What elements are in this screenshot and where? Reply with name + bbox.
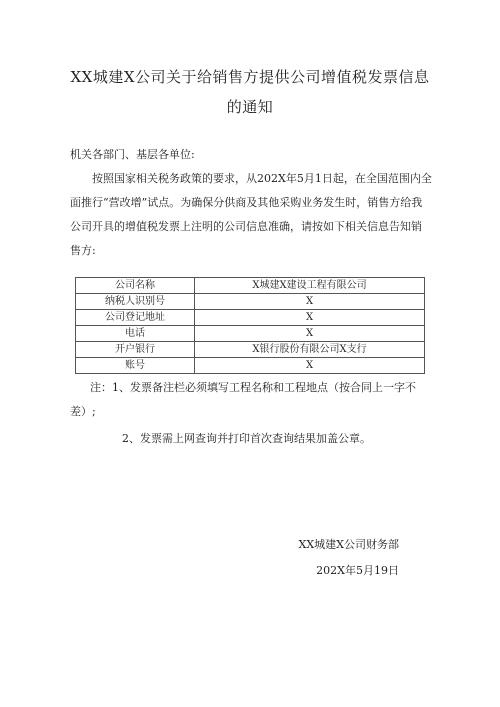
table-row — [76, 358, 425, 374]
registered-address-label: 公司登记地址 — [76, 310, 195, 326]
company-name-label: 公司名称 — [76, 278, 195, 294]
account-label: 账号 — [76, 358, 195, 374]
note-2: 2、发票需上网查询并打印首次查询结果加盖公章。 — [122, 432, 371, 445]
note-1: 注：1、发票备注栏必须填写工程名称和工程地点（按合同上一字不差）; — [70, 381, 416, 418]
registered-address-value: X — [195, 310, 425, 326]
table-row — [76, 278, 425, 294]
notice-body: 按照国家相关税务政策的要求，从202X年5月1日起，在全国范围内全面推行“营改增”试点。为确保分供商及其他采购业务发生时，销售方给我公司开具的增值税发票上注明的公司信息准确，请按如下相关信息告知销售方: — [70, 172, 432, 257]
signature-date: 202X年5月19日 — [316, 564, 399, 577]
bank-value: X银行股份有限公司X支行 — [195, 342, 425, 358]
account-value: X — [195, 358, 425, 374]
table-row — [76, 310, 425, 326]
taxpayer-id-value: X — [195, 294, 425, 310]
notice-title: XX城建X公司关于给销售方提供公司增值税发票信息的通知 — [70, 68, 430, 116]
company-name-value: X城建X建设工程有限公司 — [195, 278, 425, 294]
bank-label: 开户银行 — [76, 342, 195, 358]
table-row — [76, 326, 425, 342]
table-row — [76, 342, 425, 358]
taxpayer-id-label: 纳税人识别号 — [76, 294, 195, 310]
salutation: 机关各部门、基层各单位: — [70, 148, 195, 161]
phone-value: X — [195, 326, 425, 342]
signature-department: XX城建X公司财务部 — [298, 538, 399, 551]
table-row — [76, 294, 425, 310]
company-info-table — [75, 277, 425, 374]
phone-label: 电话 — [76, 326, 195, 342]
